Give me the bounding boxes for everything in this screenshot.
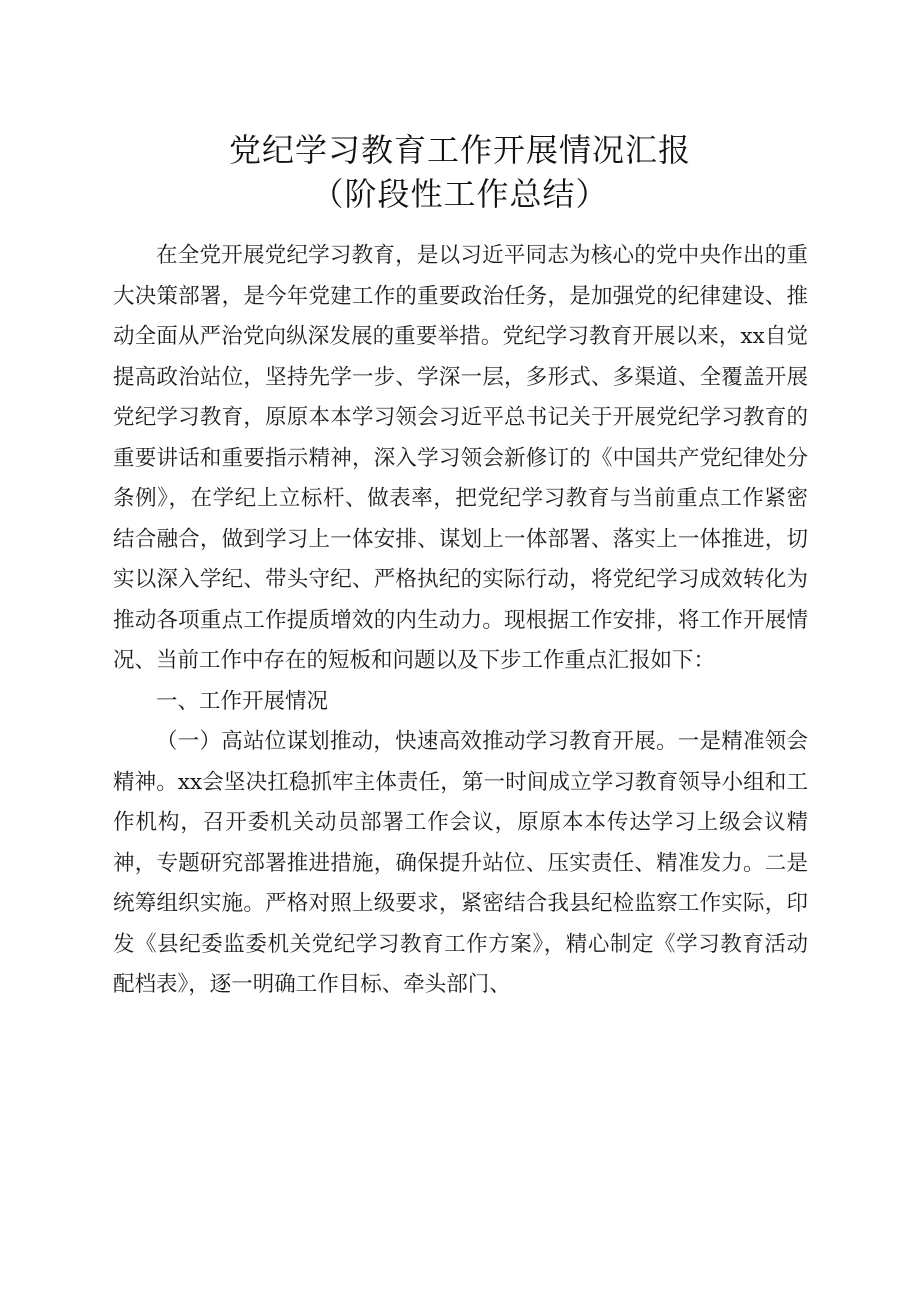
document-body xyxy=(113,236,808,1006)
document-title xyxy=(0,128,920,216)
section-heading-work-status: 一、工作开展情况 xyxy=(156,688,329,714)
subsection-paragraph-1: （一）高站位谋划推动，快速高效推动学习教育开展。一是精准领会精神。xx会坚决扛稳抓牢主体责任，第一时间成立学习教育领导小组和工作机构，召开委机关动员部署工作会议，原原本本传达学习上级会议精神，专题研究部署推进措施，确保提升站位、压实责任、精准发力。二是统筹组织实施。严格对照上级要求，紧密结合我县纪检监察工作实际，印发《县纪委监委机关党纪学习教育工作方案》，精心制定《学习教育活动配档表》，逐一明确工作目标、牵头部门、 xyxy=(113,729,808,997)
intro-paragraph: 在全党开展党纪学习教育，是以习近平同志为核心的党中央作出的重大决策部署，是今年党建工作的重要政治任务，是加强党的纪律建设、推动全面从严治党向纵深发展的重要举措。党纪学习教育开展以来，xx自觉提高政治站位，坚持先学一步、学深一层，多形式、多渠道、全覆盖开展党纪学习教育，原原本本学习领会习近平总书记关于开展党纪学习教育的重要讲话和重要指示精神，深入学习领会新修订的《中国共产党纪律处分条例》，在学纪上立标杆、做表率，把党纪学习教育与当前重点工作紧密结合融合，做到学习上一体安排、谋划上一体部署、落实上一体推进，切实以深入学纪、带头守纪、严格执纪的实际行动，将党纪学习成效转化为推动各项重点工作提质增效的内生动力。现根据工作安排，将工作开展情况、当前工作中存在的短板和问题以及下步工作重点汇报如下： xyxy=(113,243,808,673)
title-line-subtitle: （阶段性工作总结） xyxy=(311,175,609,213)
title-line-main: 党纪学习教育工作开展情况汇报 xyxy=(228,131,691,169)
